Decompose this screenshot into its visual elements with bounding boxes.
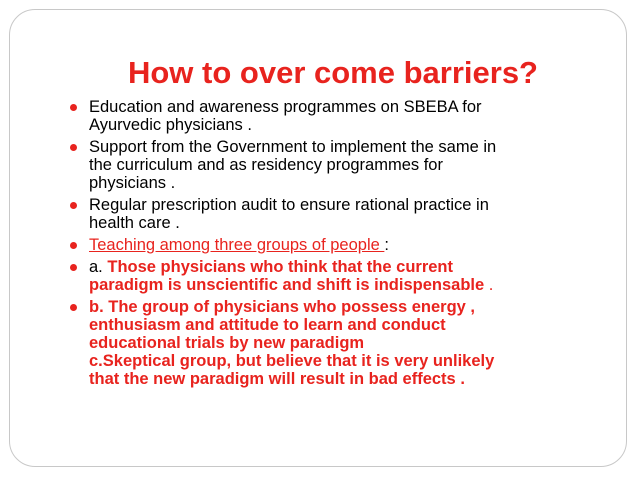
bullet-dot-icon [70,202,77,209]
bullet-dot-icon [70,104,77,111]
bullet-text-line: that the new paradigm will result in bad effects . [89,370,465,388]
group-a-text: Those physicians who think that the current [107,258,453,276]
bullet-list [70,98,580,392]
bullet-text-line [89,276,580,294]
bullet-text-line: health care . [89,214,180,232]
link-suffix: : [384,236,389,254]
bullet-dot-icon [70,242,77,249]
group-a-prefix: a. [89,258,108,276]
bullet-dot-icon [70,264,77,271]
bullet-item-government [70,138,580,192]
bullet-text-line: Support from the Government to implement the same in [89,138,497,156]
bullet-text-line: Education and awareness programmes on SBEBA for [89,98,482,116]
teaching-link[interactable]: Teaching among three groups of people [89,236,385,254]
bullet-text-line [89,258,580,276]
bullet-text-line: Ayurvedic physicians . [89,116,252,134]
bullet-item-teaching [70,236,580,254]
slide-title: How to over come barriers? [127,55,538,90]
bullet-dot-icon [70,144,77,151]
bullet-text-line: c.Skeptical group, but believe that it is very unlikely [89,352,495,370]
bullet-text-line: the curriculum and as residency programmes for [89,156,443,174]
bullet-item-group-a [70,258,580,294]
bullet-text-line [89,236,580,254]
bullet-item-education [70,98,580,134]
group-a-text: paradigm is unscientific and shift is indispensable [89,276,485,294]
bullet-text-line: enthusiasm and attitude to learn and conduct [89,316,446,334]
bullet-dot-icon [70,304,77,311]
bullet-text-line: b. The group of physicians who possess energy , [89,298,475,316]
bullet-item-audit [70,196,580,232]
bullet-text-line: Regular prescription audit to ensure rational practice in [89,196,489,214]
bullet-text-line: physicians . [89,174,176,192]
bullet-item-group-b-c [70,298,580,388]
bullet-text-line: educational trials by new paradigm [89,334,365,352]
group-a-suffix: . [484,276,494,294]
